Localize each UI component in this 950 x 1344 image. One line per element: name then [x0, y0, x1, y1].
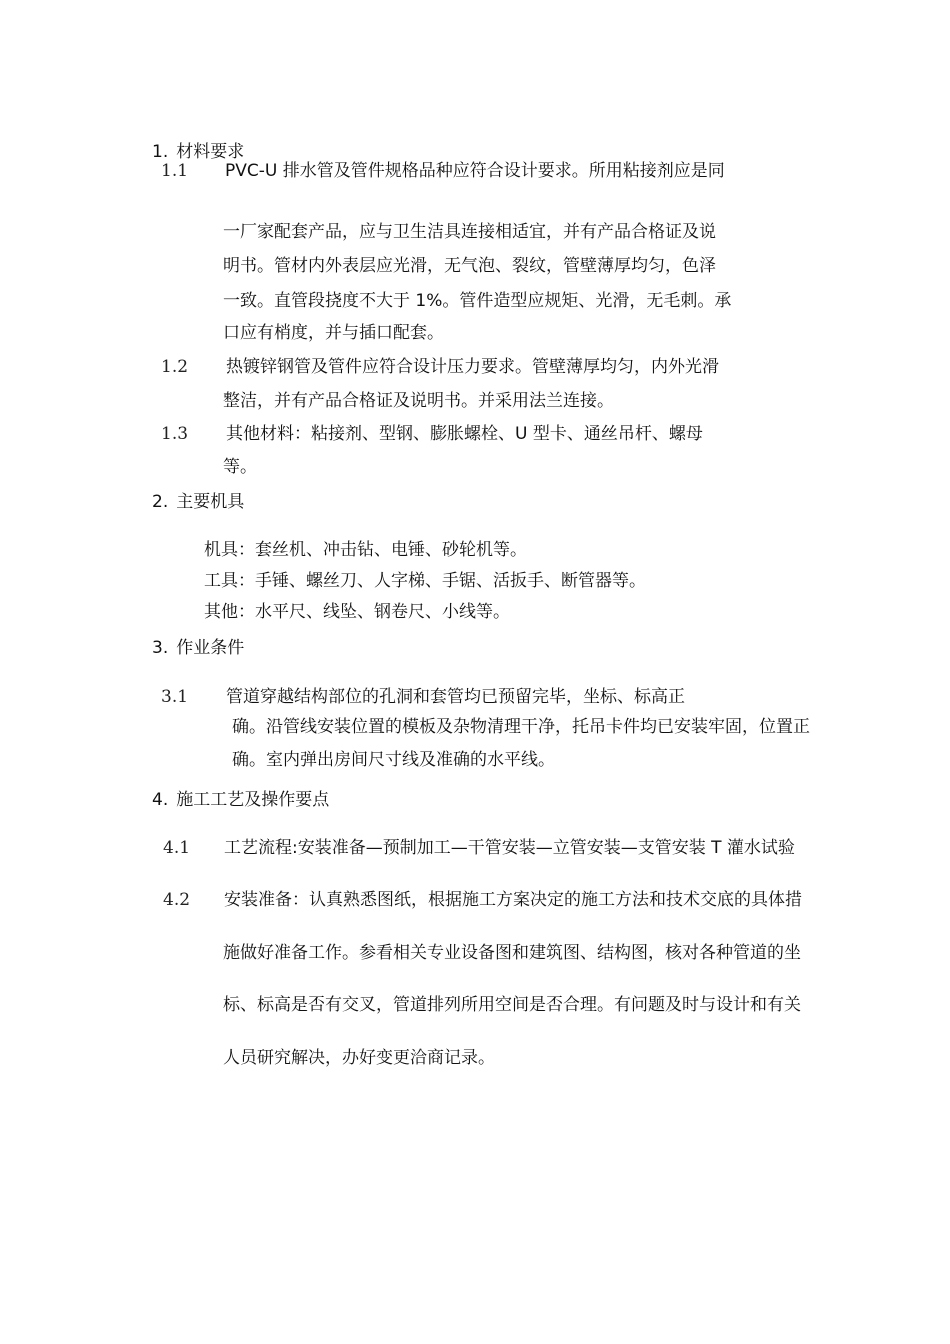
paragraph-line: 其他材料：粘接剂、型钢、膨胀螺栓、U 型卡、通丝吊杆、螺母 [226, 424, 703, 444]
section-title: 施工工艺及操作要点 [176, 790, 330, 810]
paragraph-line: 等。 [223, 457, 257, 477]
section-number: 4. [152, 790, 169, 810]
paragraph-line: 整洁，并有产品合格证及说明书。并采用法兰连接。 [223, 391, 614, 411]
section-number: 2. [152, 492, 169, 512]
section-title: 作业条件 [176, 638, 245, 658]
paragraph-line: 施做好准备工作。参看相关专业设备图和建筑图、结构图，核对各种管道的坐 [223, 943, 801, 963]
section-title: 主要机具 [176, 492, 245, 512]
paragraph-line: 一致。直管段挠度不大于 1%。管件造型应规矩、光滑，无毛刺。承 [223, 291, 732, 311]
section-heading-3 [152, 637, 244, 659]
item-number-4-1: 4.1 [163, 838, 191, 858]
paragraph-line: 明书。管材内外表层应光滑，无气泡、裂纹，管壁薄厚均匀，色泽 [223, 256, 716, 276]
tools-line-hand-tools: 工具：手锤、螺丝刀、人字梯、手锯、活扳手、断管器等。 [204, 571, 646, 591]
section-heading-4 [152, 789, 329, 811]
paragraph-line: 管道穿越结构部位的孔洞和套管均已预留完毕，坐标、标高正 [226, 687, 685, 707]
item-number-1-1: 1.1 [161, 161, 189, 181]
tools-line-machines: 机具：套丝机、冲击钻、电锤、砂轮机等。 [204, 540, 527, 560]
paragraph-line: 工艺流程:安装准备—预制加工—干管安装—立管安装—支管安装 T 灌水试验 [224, 838, 795, 858]
paragraph-line: 确。室内弹出房间尺寸线及准确的水平线。 [232, 750, 555, 770]
paragraph-line: 人员研究解决，办好变更洽商记录。 [223, 1048, 495, 1068]
paragraph-line: 一厂家配套产品，应与卫生洁具连接相适宜，并有产品合格证及说 [223, 222, 716, 242]
paragraph-line: 口应有梢度，并与插口配套。 [223, 323, 444, 343]
section-title: 材料要求 [176, 142, 245, 162]
paragraph-line: 标、标高是否有交叉，管道排列所用空间是否合理。有问题及时与设计和有关 [223, 995, 801, 1015]
section-number: 1. [152, 142, 169, 162]
item-number-3-1: 3.1 [161, 687, 189, 707]
paragraph-line: 热镀锌钢管及管件应符合设计压力要求。管壁薄厚均匀，内外光滑 [226, 357, 719, 377]
paragraph-line: 安装准备：认真熟悉图纸，根据施工方案决定的施工方法和技术交底的具体措 [224, 890, 802, 910]
paragraph-line: 确。沿管线安装位置的模板及杂物清理干净，托吊卡件均已安装牢固，位置正 [232, 717, 810, 737]
section-number: 3. [152, 638, 169, 658]
section-heading-2 [152, 491, 244, 513]
paragraph-line: PVC-U 排水管及管件规格品种应符合设计要求。所用粘接剂应是同 [225, 161, 725, 181]
tools-line-other: 其他：水平尺、线坠、钢卷尺、小线等。 [204, 602, 510, 622]
item-number-1-2: 1.2 [161, 357, 189, 377]
item-number-1-3: 1.3 [161, 424, 189, 444]
item-number-4-2: 4.2 [163, 890, 191, 910]
